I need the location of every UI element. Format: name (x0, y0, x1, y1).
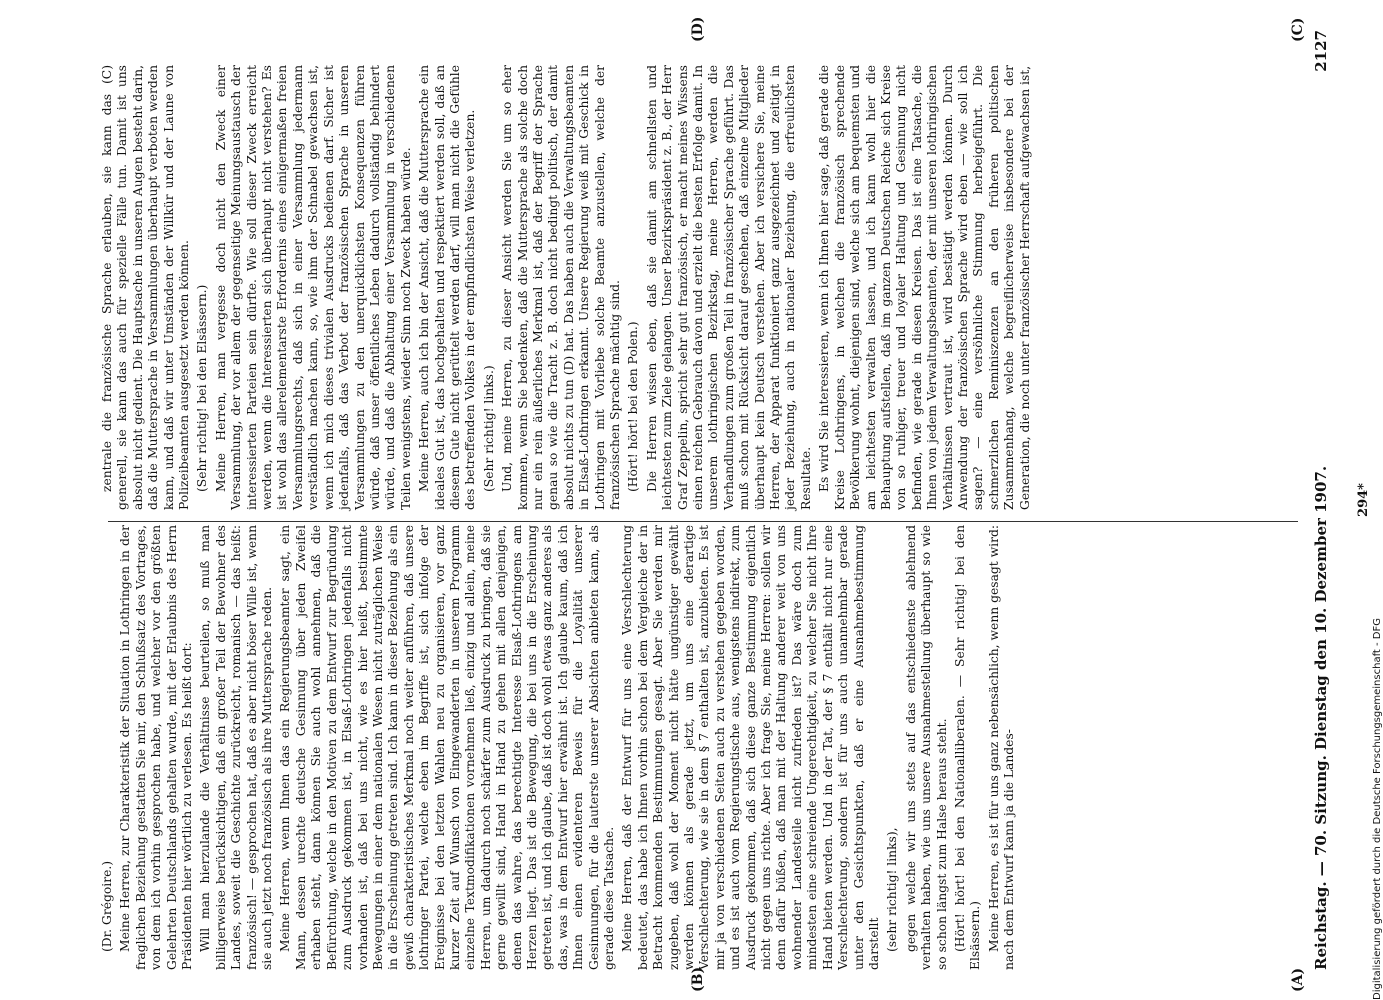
margin-mark-d: (D) (690, 16, 706, 42)
margin-mark-c: (C) (1290, 17, 1306, 42)
interjection: (Sehr richtig! bei den Elsässern.) (195, 284, 210, 492)
interjection: (sehr richtig! links), (885, 827, 900, 952)
quotation: Will man hierzulande die Verhältnisse beurteilen, so muß man billigerweise berücksichtigen, daß ein großer Teil der Bewohner des Landes, soweit die Geschichte zurückreicht, romanisch — das heißt: französisch! — gesprochen hat, daß es aber nicht böser Wille ist, wenn sie auch jetzt noch französisch als ihre Muttersprache reden. (198, 525, 275, 970)
interjection: (Hört! hört! bei den Polen.) (626, 321, 641, 492)
page-number: 2127 (1312, 30, 1330, 72)
paragraph: Die Herren wissen eben, daß sie damit am schnellsten und leichtesten zum Ziele gelangen. Unser Bezirkspräsident z. B., der Herr Graf Zeppelin, spricht sehr gut französisch, er macht meines Wissens einen reichen Gebrauch davon und erzielt die besten Erfolge damit. In unserem lothringischen Bezirkstag, meine Herren, werden die Verhandlungen zum großen Teil in französischer Sprache geführt. Das muß schon mit Rücksicht darauf geschehen, daß einzelne Mitglieder überhaupt kein Deutsch verstehen. Aber ich versichere Sie, meine Herren, der Apparat funktioniert ganz ausgezeichnet und zeitigt in jeder Beziehung, auch in nationaler Beziehung, die erfreulichsten Resultate. (644, 65, 813, 510)
column-left (100, 525, 1300, 970)
paragraph: Meine Herren, zur Charakteristik der Situation in Lothringen in der fraglichen Beziehung gestatten Sie mir, den Schlußsatz des Vortrages, von dem ich vorhin gesprochen habe, und welcher vor den größten Gelehrten Deutschlands gehalten wurde, mit der Erlaubnis des Herrn Präsidenten hier wörtlich zu verlesen. Es heißt dort: (118, 525, 195, 970)
header-title: Reichstag. — 70. Sitzung. Dienstag den 10. Dezember 1907. (1312, 465, 1330, 970)
paragraph: Meine Herren, wenn Ihnen das ein Regierungsbeamter sagt, ein Mann, dessen urechte deutsche Gesinnung über jeden Zweifel erhaben steht, dann können Sie auch wohl annehmen, daß die Befürchtung, welche in den Motiven zu dem Entwurf zur Begründung zum Ausdruck gekommen ist, in Elsaß-Lothringen jedenfalls nicht vorhanden ist, daß bei uns nicht, wie es hier heißt, bestimmte Bewegungen in einer dem nationalen Wesen nicht zuträglichen Weise in die Erscheinung getreten sind. Ich kann in dieser Beziehung als ein gewiß charakteristisches Merkmal noch weiter anführen, daß unsere lothringer Partei, welche eben im Begriffe ist, sich infolge der Ereignisse bei den letzten Wahlen neu zu organisieren, vor ganz kurzer Zeit auf Wunsch von Eingewanderten in unserem Programm einzelne Textmodifikationen vornehmen ließ, einzig und allein, meine Herren, um dadurch noch schärfer zum Ausdruck zu bringen, daß sie gerne gewillt sind, Hand in Hand zu gehen mit allen denjenigen, denen das wahre, das berechtigte Interesse Elsaß-Lothringens am Herzen liegt. Das ist die Bewegung, die bei uns in die Erscheinung getreten ist, und ich glaube, daß ist doch wohl etwas ganz anderes als das, was in dem Entwurf hier erwähnt ist. Ich glaube kaum, daß ich Ihnen einen evidenteren Beweis für die Loyalität unserer Gesinnungen, für die lauterste unserer Absichten anbieten kann, als gerade diese Tatsache. (278, 525, 616, 970)
page-signature: 294* (1356, 483, 1371, 517)
paragraph: Meine Herren, man vergesse doch nicht den Zweck einer Versammlung, der vor allem der gegenseitige Meinungsaustausch der interessierten Parteien sein dürfte. Wie soll dieser Zweck erreicht werden, wenn die Interessierten sich überhaupt nicht verstehen? Es ist wohl das allerelementarste Erfordernis eines einigermaßen freien Versammlungsrechts, daß sich in einer Versammlung jedermann verständlich machen kann, so, wie ihm der Schnabel gewachsen ist, wenn ich mich dieses trivialen Ausdrucks bedienen darf. Sicher ist jedenfalls, daß das Verbot der französischen Sprache in unseren Versammlungen zu den unerquicklichsten Konsequenzen führen würde, daß unser öffentliches Leben dadurch vollständig behindert würde, und daß die Abhaltung einer Versammlung in verschiedenen Teilen wenigstens, wieder Sinn noch Zweck haben würde. (213, 65, 413, 510)
paragraph: zentrale die französische Sprache erlauben, sie kann das (C) generell, sie kann das auch für spezielle Fälle tun. Damit ist uns absolut nicht gedient. Die Hauptsache in unseren Augen besteht darin, daß die Muttersprache in Versammlungen überhaupt verboten werden kann, und daß wir unter Umständen der Willkür und der Laune von Polizeibeamten ausgesetzt werden können. (100, 65, 192, 510)
paragraph: Es wird Sie interessieren, wenn ich Ihnen hier sage, daß gerade die Kreise Lothringens, in welchen die französisch sprechende Bevölkerung wohnt, diejenigen sind, welche sich am bequemsten und am leichtesten verwalten lassen, und ich kann wohl hier die Behauptung aufstellen, daß im ganzen Deutschen Reiche sich Kreise von so ruhiger, treuer und loyaler Haltung und Gesinnung nicht befinden, wie gerade in diesen Kreisen. Das ist eine Tatsache, die Ihnen von jedem Verwaltungsbeamten, der mit unseren lothringischen Verhältnissen vertraut ist, wird bestätigt werden können. Durch Anwendung der französischen Sprache wird eben — wie soll ich sagen? — eine versöhnliche Stimmung herbeigeführt. Die schmerzlichen Reminiszenzen an den früheren politischen Zusammenhang, welche begreiflicherweise insbesondere bei der Generation, die noch unter französischer Herrschaft aufgewachsen ist, (817, 65, 1032, 510)
paragraph: Und, meine Herren, zu dieser Ansicht werden Sie um so eher kommen, wenn Sie bedenken, daß die Muttersprache als solche doch nur ein rein äußerliches Merkmal ist, daß der Begriff der Sprache genau so wie die Tracht z. B. doch nicht bedingt politisch, der damit absolut nichts zu tun (D) hat. Das haben auch die Verwaltungsbeamten in Elsaß-Lothringen erkannt. Unsere Regierung weiß mit Geschick in Lothringen mit Vorliebe solche Beamte anzustellen, welche der französischen Sprache mächtig sind. (500, 65, 622, 510)
page-header (1312, 30, 1332, 970)
paragraph: Meine Herren, daß der Entwurf für uns eine Verschlechterung bedeutet, das habe ich Ihnen vorhin schon bei dem Vergleiche der in Betracht kommenden Bestimmungen gesagt. Aber Sie werden mir zugeben, daß wohl der Moment nicht hätte ungünstiger gewählt werden können als gerade jetzt, um uns eine derartige Verschlechterung, wie sie in dem § 7 enthalten ist, anzubieten. Es ist mir ja von verschiedenen Seiten auch zu verstehen gegeben worden, und es ist auch vom Regierungstische aus, wenigstens indirekt, zum Ausdruck gekommen, daß sich diese ganze Bestimmung eigentlich nicht gegen uns richte. Aber ich frage Sie, meine Herren: sollen wir denn dafür büßen, daß man mit der Haltung anderer weit von uns wohnender Landesteile nicht zufrieden ist? Das wäre doch zum mindesten eine schreiende Ungerechtigkeit, zu welcher Sie nicht Ihre Hand bieten werden. Und in der Tat, der § 7 enthält nicht nur eine Verschlechterung, sondern ist für uns auch unannehmbar gerade unter den Gesichtspunkten, daß er eine Ausnahmebestimmung darstellt (620, 525, 881, 970)
paragraph: gegen welche wir uns stets auf das entschiedenste ablehnend verhalten haben, wie uns unsere Ausnahmestellung überhaupt so wie so schon längst zum Halse heraus steht. (903, 525, 949, 970)
column-right (100, 65, 1300, 510)
column-divider (108, 521, 1298, 522)
digitization-credit: Digitalisierung gefördert durch die Deutsche Forschungsgemeinschaft - DFG (1372, 617, 1383, 1000)
interjection: (Hört! hört! bei den Nationalliberalen. — Sehr richtig! bei den Elsässern.) (952, 525, 983, 970)
speaker-name: (Dr. Grégoire.) (100, 860, 114, 952)
margin-mark-b: (B) (690, 966, 706, 992)
paragraph: Meine Herren, auch ich bin der Ansicht, daß die Muttersprache ein ideales Gut ist, das hochgehalten und respektiert werden soll, daß an diesem Gute nicht gerüttelt werden darf, will man nicht die Gefühle des betreffenden Volkes in der empfindlichsten Weise verletzen. (417, 65, 478, 510)
interjection: (Sehr richtig! links.) (481, 365, 496, 492)
paragraph: Meine Herren, es ist für uns ganz nebensächlich, wenn gesagt wird: nach dem Entwurf kann ja die Landes- (986, 525, 1017, 970)
margin-mark-a: (A) (1290, 967, 1306, 992)
